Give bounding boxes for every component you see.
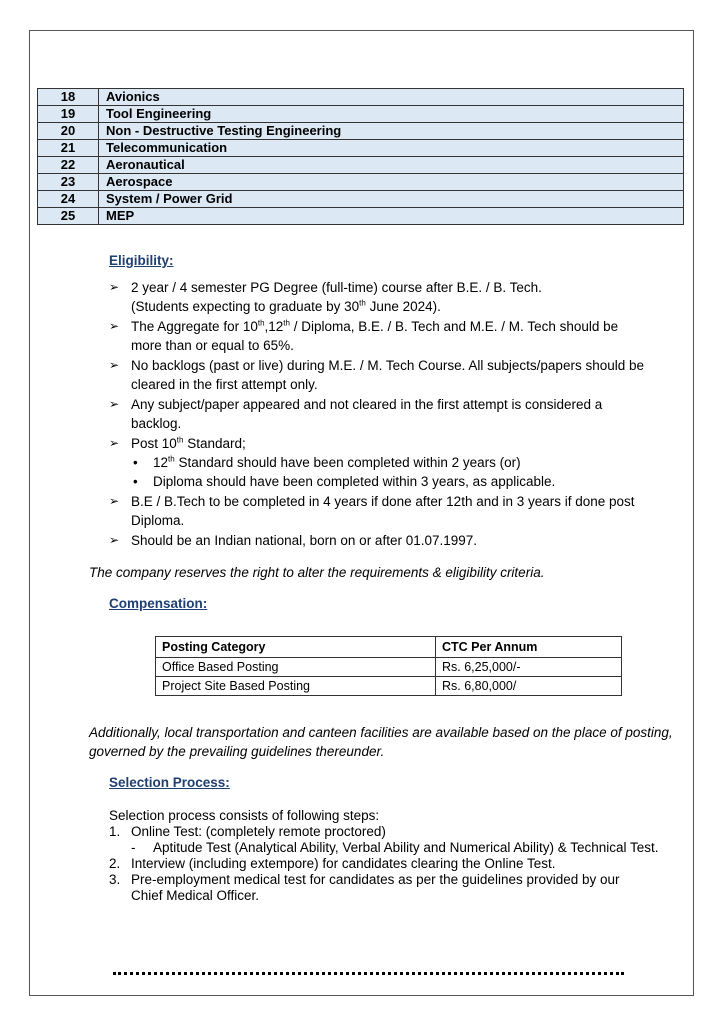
column-header: CTC Per Annum <box>436 637 622 658</box>
eligibility-text: Diploma should have been completed within 3 years, as applicable. <box>153 474 556 489</box>
list-item <box>109 824 689 840</box>
table-row <box>156 677 622 696</box>
reserve-note: The company reserves the right to alter the requirements & eligibility criteria. <box>89 565 545 580</box>
list-item <box>109 492 649 530</box>
table-row <box>38 157 684 174</box>
table-row <box>156 658 622 677</box>
arrow-bullet-icon: ➢ <box>109 358 120 372</box>
step-text: Aptitude Test (Analytical Ability, Verbal Ability and Numerical Ability) & Technical Test. <box>153 840 659 855</box>
discipline-name: Avionics <box>99 89 684 106</box>
dash-bullet-icon: - <box>131 840 136 855</box>
selection-steps <box>109 808 689 904</box>
eligibility-text: The Aggregate for 10 <box>131 319 258 334</box>
discipline-number: 19 <box>38 106 99 123</box>
superscript: th <box>359 298 366 308</box>
table-row <box>38 123 684 140</box>
discipline-number: 23 <box>38 174 99 191</box>
eligibility-text: / Diploma, B.E. / B. Tech and M.E. / M. Tech should be more than or equal to 65%. <box>131 319 619 353</box>
table-header-row <box>156 637 622 658</box>
discipline-name: MEP <box>99 208 684 225</box>
compensation-heading: Compensation: <box>109 596 208 611</box>
arrow-bullet-icon: ➢ <box>109 397 120 411</box>
standard-sublist <box>131 453 649 491</box>
eligibility-text: June 2024). <box>365 299 441 314</box>
list-item <box>131 472 649 491</box>
discipline-name: Aeronautical <box>99 157 684 174</box>
eligibility-text: ,12 <box>264 319 284 334</box>
list-item <box>109 317 649 355</box>
table-row <box>38 174 684 191</box>
dotted-divider <box>113 972 624 975</box>
superscript: th <box>176 435 184 445</box>
list-item <box>109 872 651 904</box>
table-row <box>38 89 684 106</box>
superscript: th <box>168 454 175 464</box>
posting-category: Office Based Posting <box>156 658 436 677</box>
list-item <box>109 278 649 316</box>
list-item <box>109 395 649 433</box>
discipline-name: Telecommunication <box>99 140 684 157</box>
discipline-number: 22 <box>38 157 99 174</box>
discipline-name: Tool Engineering <box>99 106 684 123</box>
eligibility-text: 12 <box>153 455 169 470</box>
list-item <box>109 356 649 394</box>
list-item <box>109 434 649 491</box>
discipline-name: System / Power Grid <box>99 191 684 208</box>
eligibility-heading: Eligibility: <box>109 253 174 268</box>
list-item <box>131 453 649 472</box>
superscript: th <box>283 318 290 328</box>
dot-bullet-icon: • <box>133 455 138 470</box>
compensation-table <box>155 636 622 696</box>
eligibility-text: Standard should have been completed within 2 years (or) <box>174 455 521 470</box>
discipline-number: 20 <box>38 123 99 140</box>
additional-note: Additionally, local transportation and canteen facilities are available based on the place of posting, governed by the prevailing guidelines thereunder. <box>89 725 673 759</box>
eligibility-text: Any subject/paper appeared and not cleared in the first attempt is considered a backlog. <box>131 397 603 431</box>
discipline-name: Aerospace <box>99 174 684 191</box>
step-text: Pre-employment medical test for candidates as per the guidelines provided by our Chief Medical Officer. <box>131 872 620 903</box>
eligibility-text: Post 10 <box>131 436 177 451</box>
arrow-bullet-icon: ➢ <box>109 436 120 450</box>
arrow-bullet-icon: ➢ <box>109 319 120 333</box>
step-number: 1. <box>109 824 121 839</box>
discipline-number: 21 <box>38 140 99 157</box>
arrow-bullet-icon: ➢ <box>109 494 120 508</box>
selection-intro: Selection process consists of following steps: <box>109 808 380 823</box>
list-item <box>109 840 689 856</box>
step-number: 3. <box>109 872 121 887</box>
eligibility-text: 2 year / 4 semester PG Degree (full-time) course after B.E. / B. Tech. <box>131 280 542 295</box>
discipline-table <box>37 88 684 225</box>
arrow-bullet-icon: ➢ <box>109 280 120 294</box>
arrow-bullet-icon: ➢ <box>109 533 120 547</box>
table-row <box>38 106 684 123</box>
list-item <box>109 856 689 872</box>
dot-bullet-icon: • <box>133 474 138 489</box>
superscript: th <box>257 318 265 328</box>
step-text: Interview (including extempore) for candidates clearing the Online Test. <box>131 856 556 871</box>
eligibility-text: B.E / B.Tech to be completed in 4 years if done after 12th and in 3 years if done post Diploma. <box>131 494 635 528</box>
eligibility-text: Should be an Indian national, born on or after 01.07.1997. <box>131 533 478 548</box>
eligibility-text: Standard; <box>183 436 246 451</box>
posting-category: Project Site Based Posting <box>156 677 436 696</box>
ctc-value: Rs. 6,25,000/- <box>436 658 622 677</box>
selection-heading: Selection Process: <box>109 775 230 790</box>
column-header: Posting Category <box>156 637 436 658</box>
eligibility-text: (Students expecting to graduate by 30 <box>131 299 360 314</box>
table-row <box>38 140 684 157</box>
step-text: Online Test: (completely remote proctored) <box>131 824 386 839</box>
discipline-number: 25 <box>38 208 99 225</box>
eligibility-text: No backlogs (past or live) during M.E. / M. Tech Course. All subjects/papers should be cleared in the first attempt only. <box>131 358 644 392</box>
discipline-name: Non - Destructive Testing Engineering <box>99 123 684 140</box>
list-item <box>109 531 649 550</box>
discipline-number: 24 <box>38 191 99 208</box>
table-row <box>38 208 684 225</box>
ctc-value: Rs. 6,80,000/ <box>436 677 622 696</box>
table-row <box>38 191 684 208</box>
step-number: 2. <box>109 856 121 871</box>
discipline-number: 18 <box>38 89 99 106</box>
eligibility-list <box>109 278 649 551</box>
